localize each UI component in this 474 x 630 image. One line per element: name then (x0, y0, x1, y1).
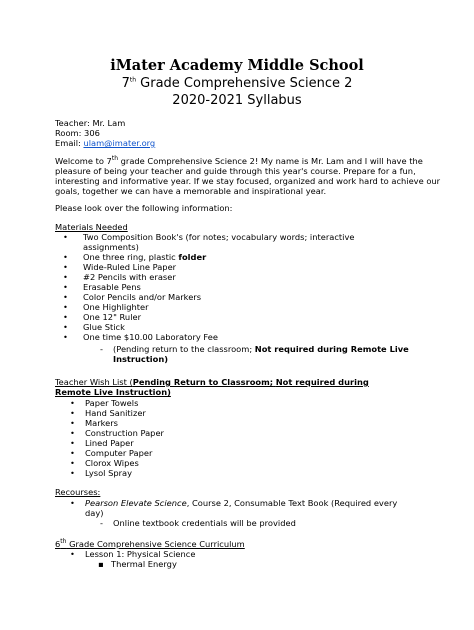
list-item-continuation: assignments) (83, 242, 139, 252)
welcome-line-4: goals, together we can have a memorable and inspirational year. (55, 186, 327, 196)
curriculum-heading: 6th Grade Comprehensive Science Curriculum (55, 538, 245, 549)
bullet-icon: • (63, 322, 68, 332)
resources-heading: Recourses: (55, 487, 101, 497)
bullet-icon: • (63, 282, 68, 292)
course-title: 7th Grade Comprehensive Science 2 (121, 76, 353, 91)
bullet-icon: • (63, 262, 68, 272)
syllabus-year: 2020-2021 Syllabus (172, 93, 302, 108)
welcome-line-2: pleasure of being your teacher and guide through this year's course. Prepare for a fun, (55, 166, 416, 176)
syllabus-page: iMater Academy Middle School 7th Grade Comprehensive Science 2 2020-2021 Syllabus Teacher: Mr. Lam Room: 306 Email: ulam@imater.org Welcome to 7th grade Comprehensive Science 2! My name is Mr. Lam and I will have the pleasure of being your teacher and guide through this year's course. Prepare for a fun, interesting and informative year. If we stay focused, organized and work hard to achieve our goals, together we can have a memorable and inspirational year. Please look over the following information: Materials Needed • Two Composition Book's (for notes; vocabulary words; interactive assignments) • One three ring, plastic folder • Wide-Ruled Line Paper • #2 Pencils with eraser • Erasable Pens • Color Pencils and/or Markers • One Highlighter • One 12" Ruler • Glue Stick • One time $10.00 Laboratory Fee - (Pending return to the classroom; Not required during Remote Live Instruction) Teacher Wish List (Pending Return to Classroom; Not required during Remote Live Instruction) • Paper Towels • Hand Sanitizer • Markers • Construction Paper • Lined Paper • Computer Paper • Clorox Wipes • Lysol Spray Recourses: • Pearson Elevate Science, Course 2, Consumable Text Book (Required every day) - Online textbook credentials will be provided 6th Grade Comprehensive Science Curriculum • Lesson 1: Physical Science ▪ Thermal Energy (0, 0, 474, 630)
bullet-icon: • (70, 408, 75, 418)
bullet-icon: • (70, 498, 75, 508)
teacher-line: Teacher: Mr. Lam (55, 118, 126, 128)
bullet-icon: • (63, 302, 68, 312)
email-line: Email: ulam@imater.org (55, 138, 156, 148)
please-look-line: Please look over the following information: (55, 203, 233, 213)
bullet-icon: • (70, 448, 75, 458)
materials-heading: Materials Needed (55, 222, 128, 232)
wishlist-heading: Teacher Wish List (Pending Return to Classroom; Not required during (55, 377, 369, 387)
wishlist-heading-cont: Remote Live Instruction) (55, 387, 171, 397)
bullet-icon: • (70, 458, 75, 468)
square-bullet-icon: ▪ (98, 559, 104, 569)
email-link[interactable]: ulam@imater.org (83, 138, 156, 148)
bullet-icon: • (70, 438, 75, 448)
school-title: iMater Academy Middle School (110, 57, 364, 74)
bullet-icon: • (70, 398, 75, 408)
room-line: Room: 306 (55, 128, 100, 138)
list-item-continuation: day) (85, 508, 104, 518)
bullet-icon: • (63, 312, 68, 322)
bullet-icon: • (70, 549, 75, 559)
dash-icon: - (100, 518, 103, 528)
bullet-icon: • (70, 418, 75, 428)
welcome-line-3: interesting and informative year. If we stay focused, organized and work hard to achieve our (55, 176, 441, 186)
bullet-icon: • (63, 292, 68, 302)
bullet-icon: • (63, 252, 68, 262)
dash-icon: - (100, 344, 103, 354)
welcome-line-1: Welcome to 7th grade Comprehensive Science 2! My name is Mr. Lam and I will have the (55, 155, 423, 166)
bullet-icon: • (63, 272, 68, 282)
bullet-icon: • (70, 428, 75, 438)
bullet-icon: • (70, 468, 75, 478)
sub-list-continuation: Instruction) (113, 354, 169, 364)
bullet-icon: • (63, 232, 68, 242)
bullet-icon: • (63, 332, 68, 342)
